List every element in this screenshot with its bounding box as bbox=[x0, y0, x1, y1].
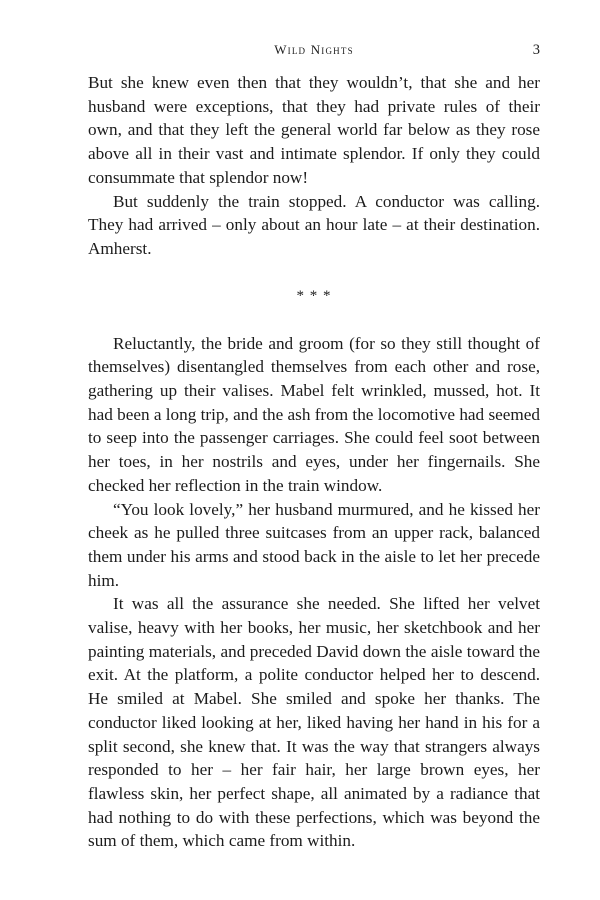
body-text bbox=[88, 71, 540, 853]
paragraph: “You look lovely,” her husband murmured, and he kissed her cheek as he pulled three suitcases from an upper rack, balanced them under his arms and stood back in the aisle to let her precede him. bbox=[88, 499, 540, 590]
book-title: Wild Nights bbox=[274, 42, 354, 57]
paragraph: But suddenly the train stopped. A conductor was calling. They had arrived – only about an hour late – at their destination. Amherst. bbox=[88, 191, 540, 258]
paragraph: Reluctantly, the bride and groom (for so they still thought of themselves) disentangled themselves from each other and rose, gathering up their valises. Mabel felt wrinkled, mussed, hot. It had been a long trip, and the ash from the locomotive had seemed to seep into the passenger carriages. She could feel soot between her toes, in her nostrils and eyes, under her fingernails. She checked her reflection in the train window. bbox=[88, 333, 540, 495]
running-head bbox=[88, 40, 540, 60]
paragraph: It was all the assurance she needed. She lifted her velvet valise, heavy with her books, her music, her sketchbook and her painting materials, and preceded David down the aisle toward the exit. At the platform, a polite conductor helped her to descend. He smiled at Mabel. She smiled and spoke her thanks. The conductor liked looking at her, liked having her hand in his for a split second, she knew that. It was the way that strangers always responded to her – her fair hair, her large brown eyes, her flawless skin, her perfect shape, all animated by a radiance that had nothing to do with these perfections, which was beyond the sum of them, which came from within. bbox=[88, 594, 540, 851]
section-break: * * * bbox=[296, 287, 332, 304]
book-page bbox=[88, 0, 540, 900]
paragraph-continued: But she knew even then that they wouldn’t, that she and her husband were exceptions, that they had private rules of their own, and that they left the general world far below as they rose above all in their vast and intimate splendor. If only they could consummate that splendor now! bbox=[88, 73, 540, 187]
page-number: 3 bbox=[532, 42, 540, 58]
